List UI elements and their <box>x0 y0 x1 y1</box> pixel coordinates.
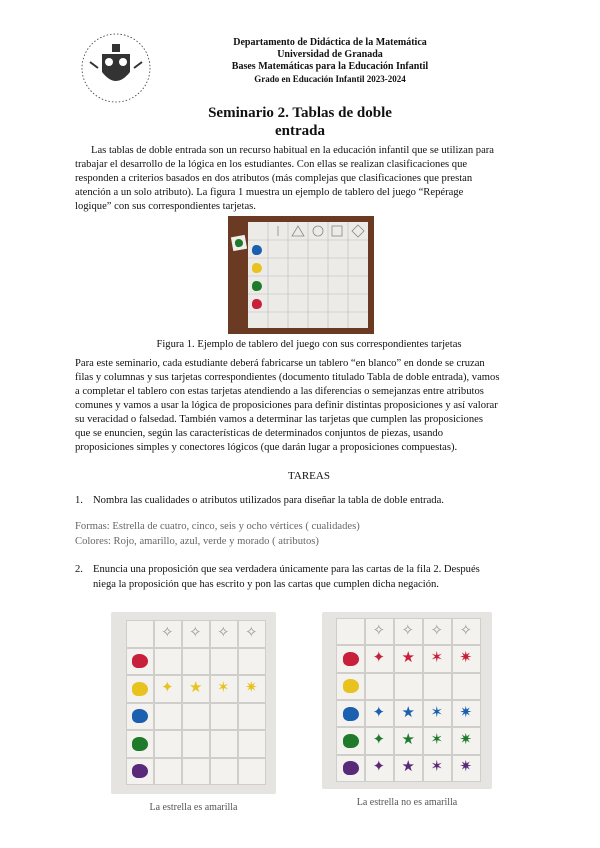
board-cell <box>394 673 423 700</box>
outline-star-icon: ✧ <box>401 622 415 639</box>
star-card-icon: ✦ <box>161 679 174 696</box>
star-card-icon: ✦ <box>372 650 386 666</box>
board-cell <box>126 620 154 648</box>
board-cell <box>182 648 210 676</box>
star-card-icon: ★ <box>401 650 415 666</box>
color-blob <box>343 707 359 721</box>
color-blob <box>132 737 148 751</box>
color-blob <box>343 652 359 666</box>
intro-line: atención a un solo atributo). La figura 1 muestra un ejemplo de tablero del juego “Repérage <box>75 187 464 198</box>
star-card-icon: ✷ <box>245 679 258 696</box>
board-cell <box>182 703 210 731</box>
board-right-surface <box>336 618 481 782</box>
task-number: 2. <box>75 564 83 575</box>
seminar-line: filas y columnas y sus tarjetas correspondientes (documento titulado Tabla de doble entrada), vamos <box>75 372 500 383</box>
course-name: Bases Matemáticas para la Educación Infantil <box>231 61 429 72</box>
board-cell <box>238 703 266 731</box>
board-cell <box>154 648 182 676</box>
intro-line: responden a criterios basados en dos atributos (más complejas que clasificaciones que prestan <box>75 173 473 184</box>
red-card <box>252 299 262 309</box>
intro-line: logique” con sus correspondientes tarjetas. <box>75 201 256 212</box>
star-card-icon: ✶ <box>217 679 230 696</box>
star-card-icon: ✷ <box>459 704 473 721</box>
game-board <box>248 222 368 328</box>
color-blob <box>343 734 359 748</box>
outline-star-icon: ✧ <box>430 622 444 639</box>
board-photo-left <box>111 612 276 794</box>
degree-year: Grado en Educación Infantil 2023-2024 <box>254 74 406 84</box>
star-card-icon: ★ <box>401 704 415 721</box>
answer-line: Colores: Rojo, amarillo, azul, verde y morado ( atributos) <box>75 536 319 547</box>
seminar-line: comunes y vamos a usar la lógica de proposiciones para definir distintas proposiciones y así valorar <box>75 400 498 411</box>
intro-line: Las tablas de doble entrada son un recurso habitual en la educación infantil que se utilizan para <box>91 145 494 156</box>
color-blob <box>132 764 148 778</box>
intro-line: trabajar el desarrollo de la lógica en los estudiantes. Con ellas se realizan clasificaciones que <box>75 159 468 170</box>
green-card <box>252 281 262 291</box>
board-cell <box>210 703 238 731</box>
tasks-heading: TAREAS <box>288 470 330 482</box>
board-grid <box>248 222 368 328</box>
star-card-icon: ✷ <box>459 650 473 666</box>
color-blob <box>132 682 148 696</box>
board-cell <box>182 730 210 758</box>
board-cell <box>238 730 266 758</box>
seminar-line: a completar el tablero con estas tarjetas atendiendo a las diferencias o semejanzas entre atributos <box>75 386 484 397</box>
outline-star-icon: ✧ <box>372 622 386 639</box>
seminar-line: su veracidad o falsedad. También vamos a determinar las tarjetas que cumplen las proposiciones <box>75 414 483 425</box>
star-card-icon: ✦ <box>372 732 386 748</box>
figure1-photo <box>228 216 374 334</box>
board-cell <box>238 648 266 676</box>
outline-star-icon: ✧ <box>189 624 202 641</box>
star-card-icon: ★ <box>401 732 415 748</box>
university-name: Universidad de Granada <box>277 49 383 60</box>
color-blob <box>343 761 359 775</box>
seminar-line: proposiciones simples y conectores lógicos (que darán lugar a proposiciones compuestas). <box>75 442 458 453</box>
star-card-icon: ✶ <box>430 650 444 666</box>
yellow-card <box>252 263 262 273</box>
board-left-surface <box>126 620 266 785</box>
board-cell <box>423 673 452 700</box>
color-blob <box>132 709 148 723</box>
board-cell <box>365 673 394 700</box>
star-card-icon: ★ <box>401 759 415 776</box>
color-blob <box>132 654 148 668</box>
page-title-line2: entrada <box>275 123 325 139</box>
seminar-line: que se enuncien, según las características de determinados conjuntos de piezas, usando <box>75 428 444 439</box>
photo-left-caption: La estrella es amarilla <box>149 802 238 813</box>
star-card-icon: ✶ <box>430 704 444 721</box>
board-cell <box>210 758 238 786</box>
department-name: Departamento de Didáctica de la Matemática <box>233 37 427 48</box>
task-text: niega la proposición que has escrito y pon las cartas que cumplen dicha negación. <box>93 578 439 590</box>
loose-card <box>231 235 247 251</box>
seminar-line: Para este seminario, cada estudiante deberá fabricarse un tablero “en blanco” en donde se cruzan <box>75 358 485 369</box>
photo-right-caption: La estrella no es amarilla <box>356 797 458 808</box>
board-cell <box>336 618 365 645</box>
board-cell <box>452 673 481 700</box>
board-cell <box>154 703 182 731</box>
task-text: Nombra las cualidades o atributos utilizados para diseñar la tabla de doble entrada. <box>93 495 444 506</box>
outline-star-icon: ✧ <box>217 624 230 641</box>
star-card-icon: ✶ <box>430 759 444 776</box>
answer-line: Formas: Estrella de cuatro, cinco, seis y ocho vértices ( cualidades) <box>75 521 360 532</box>
board-cell <box>182 758 210 786</box>
star-card-icon: ✷ <box>459 759 473 776</box>
outline-star-icon: ✧ <box>245 624 258 641</box>
board-cell <box>154 758 182 786</box>
board-cell <box>154 730 182 758</box>
board-photo-right <box>322 612 492 789</box>
university-seal-logo <box>80 32 152 104</box>
blue-card <box>252 245 262 255</box>
color-blob <box>343 679 359 693</box>
page-title-line1: Seminario 2. Tablas de doble <box>208 105 392 121</box>
star-card-icon: ✷ <box>459 732 473 748</box>
board-cell <box>210 648 238 676</box>
task-text: Enuncia una proposición que sea verdadera únicamente para las cartas de la fila 2. Después <box>93 564 480 575</box>
task-2 <box>75 563 543 593</box>
figure1-caption: Figura 1. Ejemplo de tablero del juego con sus correspondientes tarjetas <box>156 339 462 350</box>
board-cell <box>210 730 238 758</box>
star-card-icon: ✶ <box>430 732 444 748</box>
star-card-icon: ✦ <box>372 759 386 776</box>
star-card-icon: ✦ <box>372 704 386 721</box>
board-cell <box>238 758 266 786</box>
task-number: 1. <box>75 495 83 506</box>
outline-star-icon: ✧ <box>161 624 174 641</box>
star-card-icon: ★ <box>189 679 203 696</box>
outline-star-icon: ✧ <box>459 622 473 639</box>
